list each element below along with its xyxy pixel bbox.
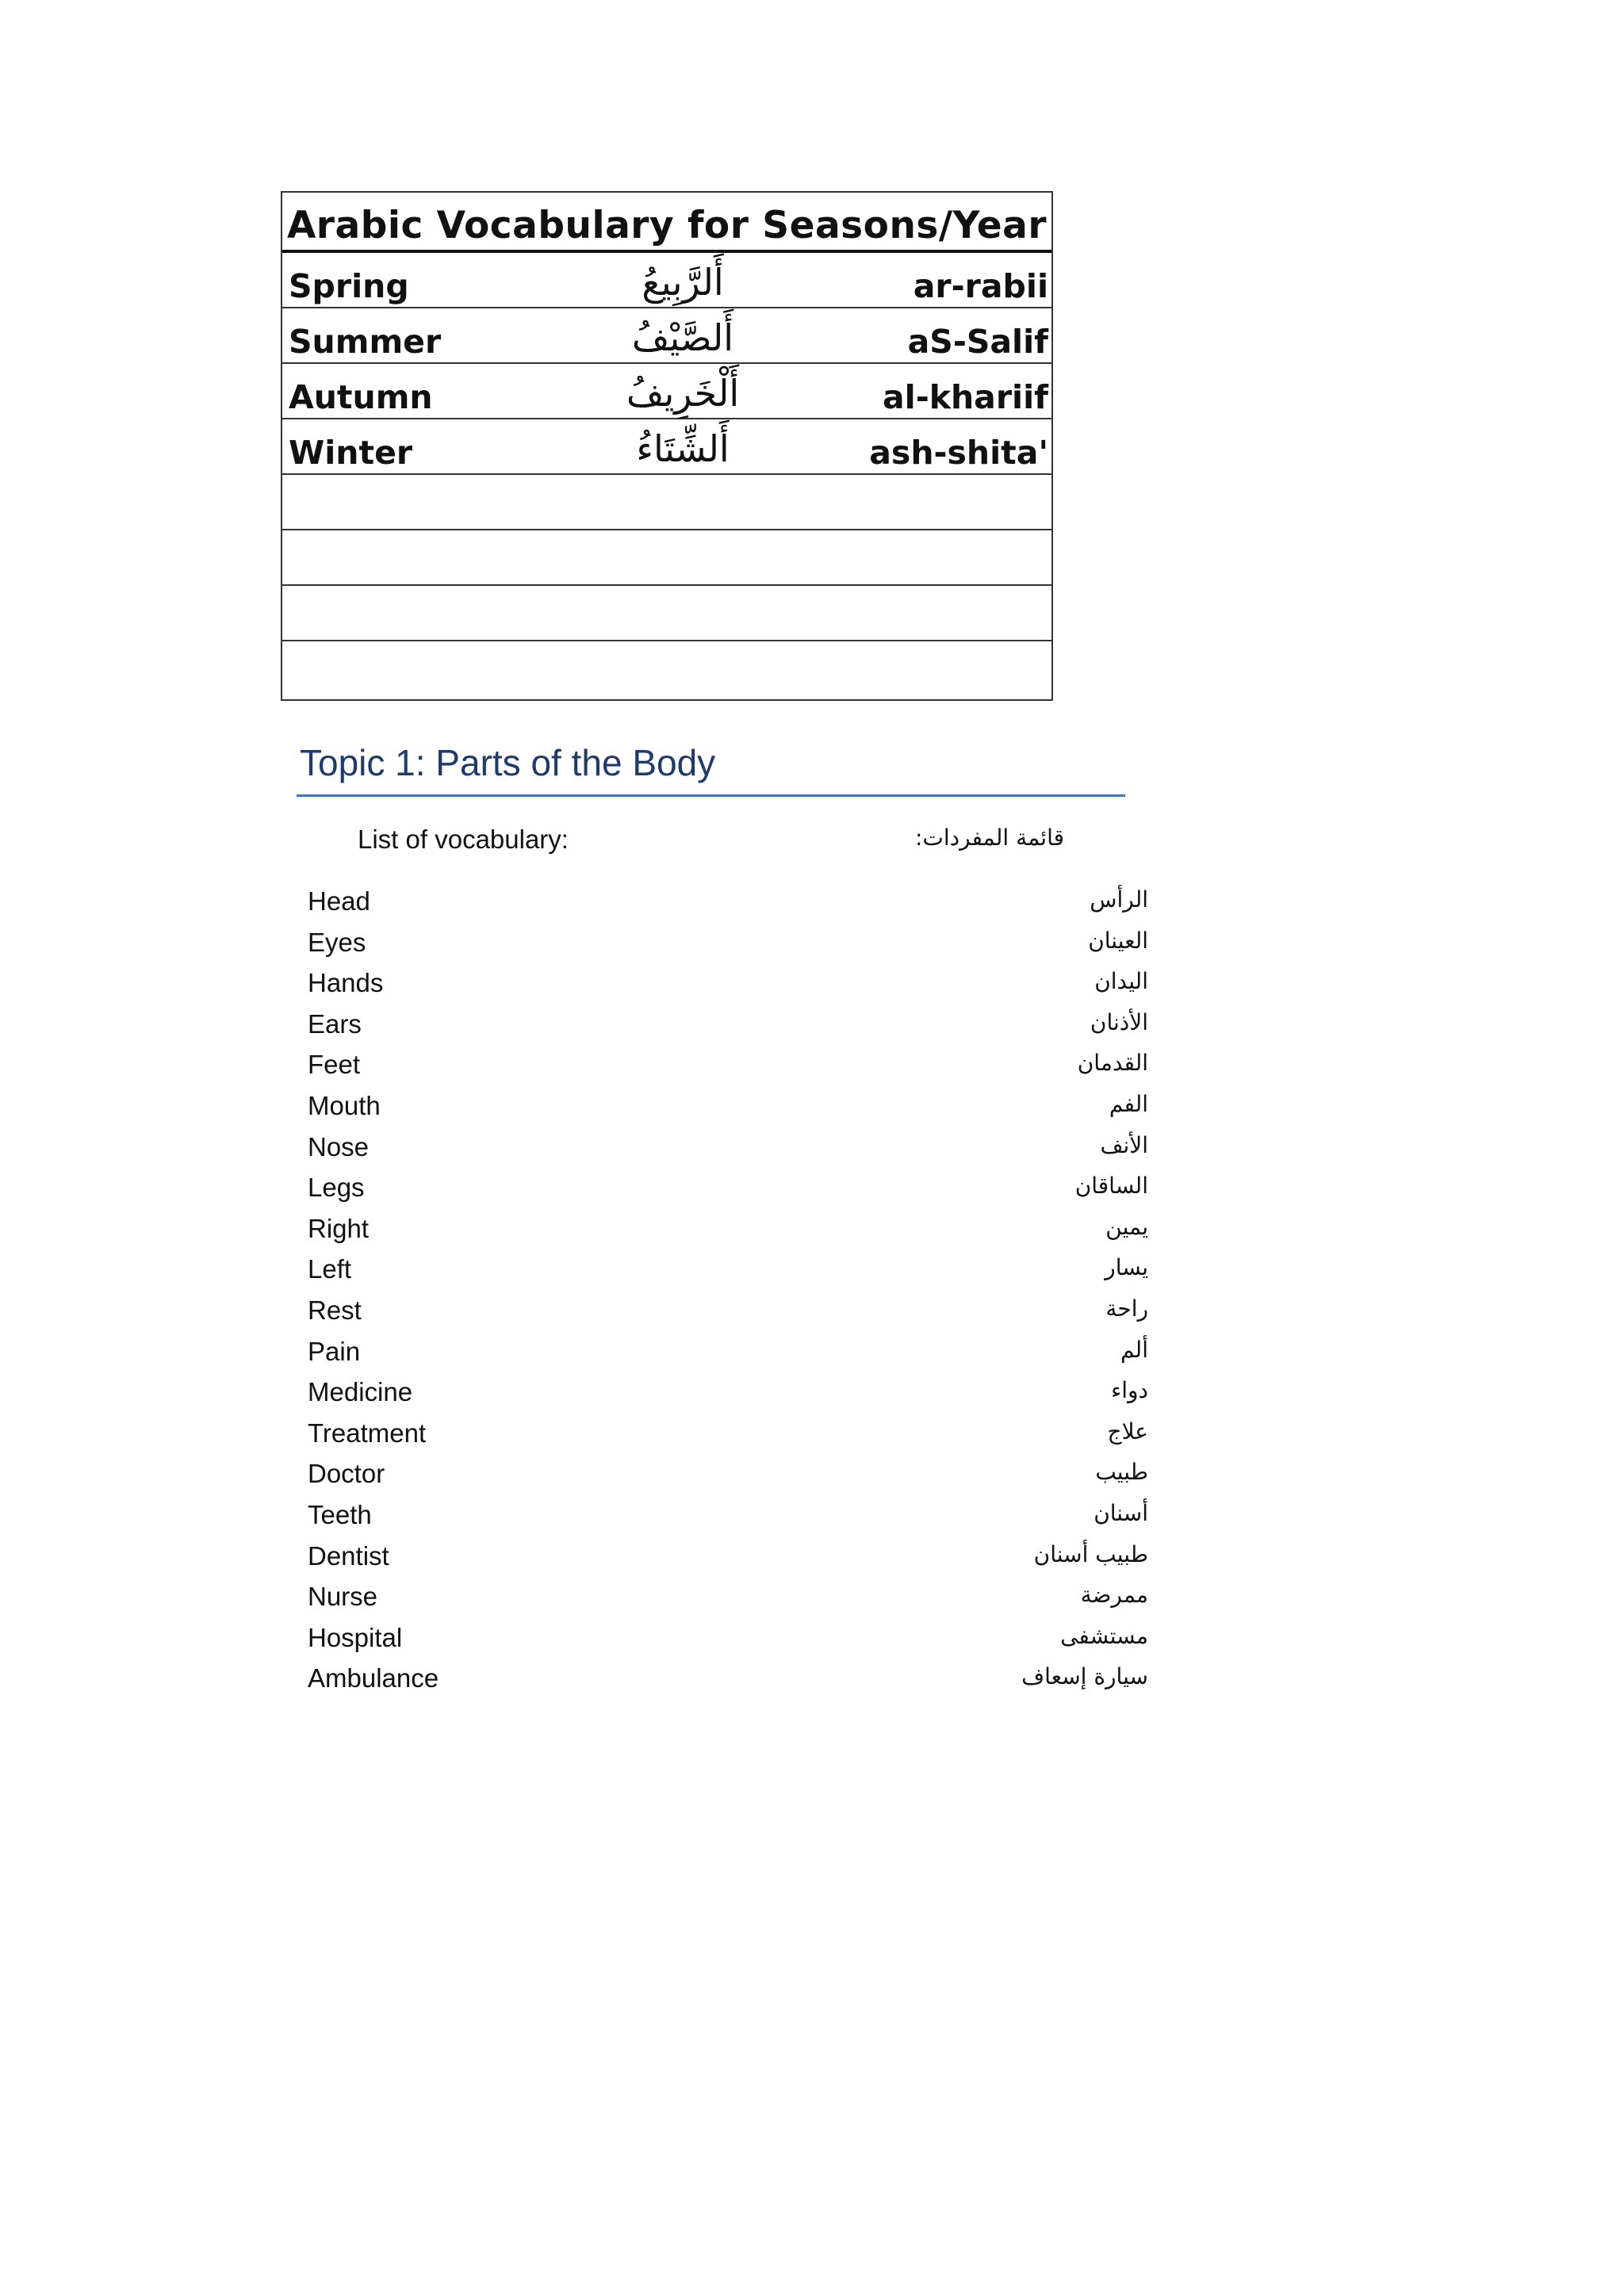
list-item (308, 1254, 1148, 1295)
word-arabic: الفم (1109, 1090, 1148, 1117)
word-english: Ambulance (308, 1663, 439, 1693)
word-arabic: يسار (1105, 1254, 1148, 1281)
word-arabic: أسنان (1094, 1499, 1148, 1526)
body-vocabulary-list (308, 886, 1148, 1705)
word-english: Teeth (308, 1499, 372, 1529)
list-item (308, 1214, 1148, 1255)
word-arabic: يمين (1105, 1213, 1148, 1240)
table-row (282, 253, 1051, 308)
word-arabic: راحة (1105, 1295, 1148, 1322)
list-item (308, 1623, 1148, 1664)
list-item (308, 1050, 1148, 1091)
word-english: Pain (308, 1336, 361, 1366)
vocabulary-list-label-arabic: قائمة المفردات: (915, 825, 1064, 851)
season-transliteration: aS-Salif (907, 323, 1048, 361)
topic-heading: Topic 1: Parts of the Body (300, 742, 716, 783)
word-arabic: الساقان (1074, 1173, 1148, 1200)
word-arabic: طبيب (1095, 1459, 1148, 1486)
list-item (308, 1582, 1148, 1623)
word-english: Nurse (308, 1582, 378, 1612)
list-item (308, 968, 1148, 1009)
word-arabic: مستشفى (1060, 1622, 1148, 1649)
season-transliteration: ar-rabii (913, 267, 1048, 305)
word-english: Feet (308, 1050, 361, 1080)
season-arabic: أَلشِّتَاءُ (636, 427, 730, 470)
heading-underline (297, 794, 1125, 797)
season-arabic: أَلْخَرِيفُ (626, 372, 740, 415)
table-row-empty (282, 475, 1051, 530)
vocabulary-list-label: List of vocabulary: (358, 825, 569, 854)
season-english: Spring (289, 267, 409, 305)
list-item (308, 928, 1148, 969)
season-arabic: أَلصَّيْفُ (631, 316, 734, 359)
season-english: Winter (289, 434, 413, 472)
word-arabic: طبيب أسنان (1033, 1540, 1148, 1567)
word-english: Legs (308, 1173, 365, 1203)
table-row-empty (282, 641, 1051, 697)
word-english: Hospital (308, 1622, 403, 1652)
word-arabic: علاج (1107, 1418, 1148, 1445)
word-english: Dentist (308, 1540, 389, 1571)
word-english: Ears (308, 1008, 362, 1039)
word-english: Medicine (308, 1377, 413, 1407)
table-row (282, 364, 1051, 419)
list-item (308, 886, 1148, 928)
word-arabic: سيارة إسعاف (1021, 1663, 1148, 1690)
list-item (308, 1377, 1148, 1418)
list-item (308, 1132, 1148, 1173)
word-english: Eyes (308, 927, 366, 957)
season-transliteration: ash-shita' (869, 434, 1048, 472)
list-item (308, 1418, 1148, 1460)
word-english: Doctor (308, 1459, 385, 1489)
season-english: Summer (289, 323, 442, 361)
list-item (308, 1337, 1148, 1378)
list-item (308, 1091, 1148, 1132)
word-arabic: الرأس (1090, 886, 1148, 913)
word-english: Nose (308, 1131, 370, 1161)
list-item (308, 1009, 1148, 1050)
table-row-empty (282, 530, 1051, 586)
word-arabic: دواء (1111, 1377, 1148, 1404)
word-english: Mouth (308, 1090, 381, 1120)
table-row (282, 419, 1051, 475)
list-item (308, 1295, 1148, 1337)
word-arabic: اليدان (1094, 968, 1148, 995)
list-item (308, 1459, 1148, 1500)
season-transliteration: al-khariif (882, 378, 1048, 416)
word-arabic: الأذنان (1090, 1008, 1148, 1035)
word-arabic: ألم (1120, 1336, 1148, 1363)
word-arabic: العينان (1088, 927, 1148, 954)
word-arabic: القدمان (1077, 1050, 1148, 1077)
word-arabic: الأنف (1100, 1131, 1148, 1158)
list-item (308, 1541, 1148, 1582)
season-english: Autumn (289, 378, 433, 416)
table-row-empty (282, 586, 1051, 641)
word-english: Treatment (308, 1418, 427, 1448)
list-item (308, 1500, 1148, 1541)
word-english: Right (308, 1213, 370, 1243)
word-english: Left (308, 1254, 352, 1284)
word-english: Rest (308, 1295, 362, 1325)
seasons-vocabulary-table (281, 191, 1053, 701)
word-english: Hands (308, 968, 384, 998)
season-arabic: أَلرَّبِيعُ (642, 261, 724, 304)
word-arabic: ممرضة (1080, 1582, 1148, 1609)
seasons-table-title: Arabic Vocabulary for Seasons/Year (282, 193, 1051, 253)
word-english: Head (308, 886, 370, 916)
table-row (282, 308, 1051, 364)
list-item (308, 1173, 1148, 1214)
list-item (308, 1663, 1148, 1705)
